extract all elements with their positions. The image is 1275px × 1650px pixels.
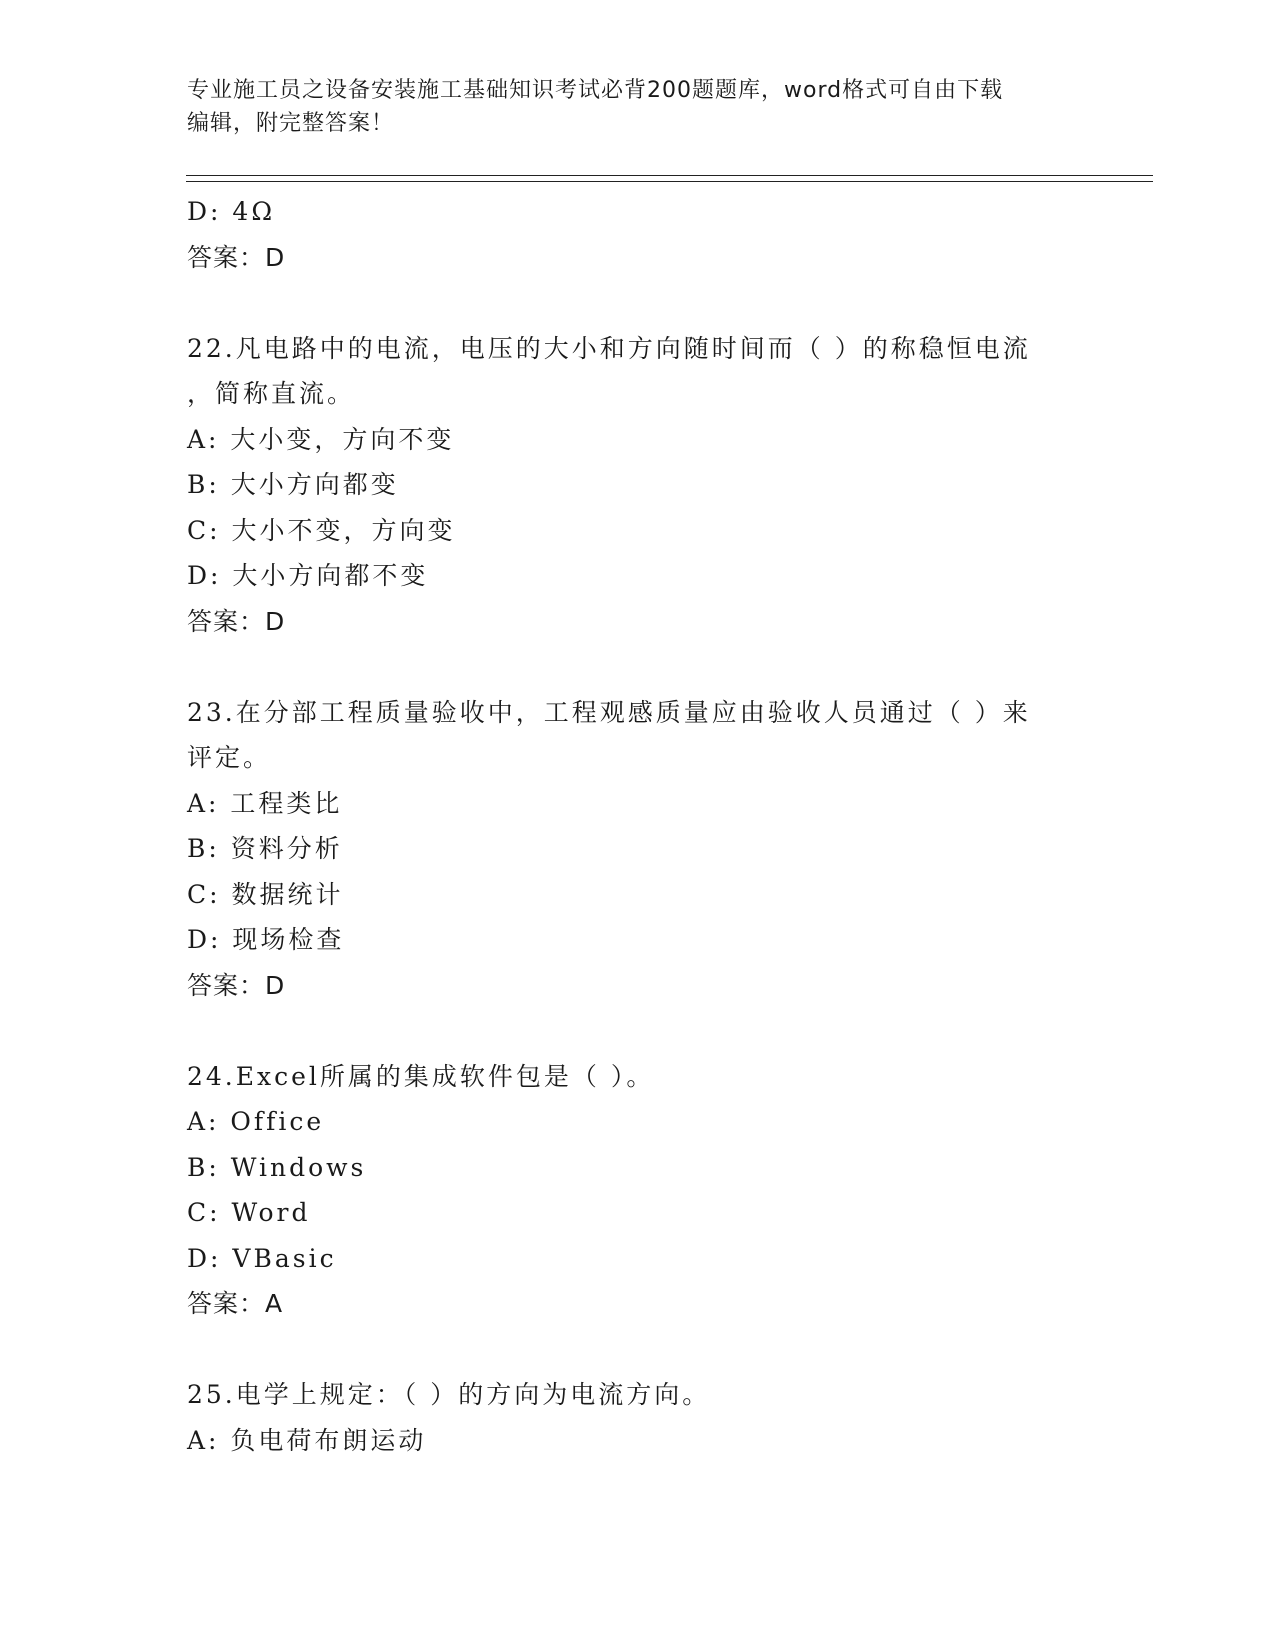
option-a: A: 负电荷布朗运动 [187,1425,427,1455]
spacer [187,280,1067,326]
option-d: D: VBasic [187,1243,337,1273]
option-d: D: 大小方向都不变 [187,561,429,590]
option-a: A: 工程类比 [187,788,343,818]
spacer [187,1327,1067,1373]
question-stem-line-1: 23.在分部工程质量验收中，工程观感质量应由验收人员通过（ ）来 [187,697,1031,727]
question-25 [187,1372,1067,1463]
option-a: A: Office [187,1107,325,1136]
question-24 [187,1054,1067,1327]
answer: 答案：D [187,970,286,1000]
option-b: B: 大小方向都变 [187,470,399,499]
option-c: C: Word [187,1198,311,1227]
option-c: C: 大小不变，方向变 [187,515,456,545]
header-divider-bottom [186,181,1153,182]
option-a: A: 大小变，方向不变 [187,424,455,454]
question-stem-line-1: 25.电学上规定：（ ）的方向为电流方向。 [187,1380,711,1409]
option-b: B: Windows [187,1152,367,1182]
question-22 [187,326,1067,645]
header-divider-top [186,175,1153,176]
header-title-line-1: 专业施工员之设备安装施工基础知识考试必背200题题库，word格式可自由下载 [187,78,1004,103]
header-title-line-2: 编辑，附完整答案！ [187,111,395,136]
option-c: C: 数据统计 [187,879,344,909]
option-b: B: 资料分析 [187,834,343,863]
question-list [187,189,1067,1463]
question-stem-line-1: 24.Excel所属的集成软件包是（ ）。 [187,1061,655,1091]
question-stem-line-2: 评定。 [187,743,272,772]
page-header [187,74,1067,140]
answer: 答案：D [187,606,286,636]
answer: 答案：A [187,1289,284,1318]
option-d: D: 现场检查 [187,925,345,954]
spacer [187,644,1067,690]
question-stem-line-2: ，简称直流。 [187,379,356,408]
prev-answer: 答案：D [187,242,286,272]
question-23 [187,690,1067,1009]
prev-option-d: D: 4Ω [187,197,276,226]
question-stem-line-1: 22.凡电路中的电流，电压的大小和方向随时间而（ ）的称稳恒电流 [187,333,1031,363]
spacer [187,1008,1067,1054]
